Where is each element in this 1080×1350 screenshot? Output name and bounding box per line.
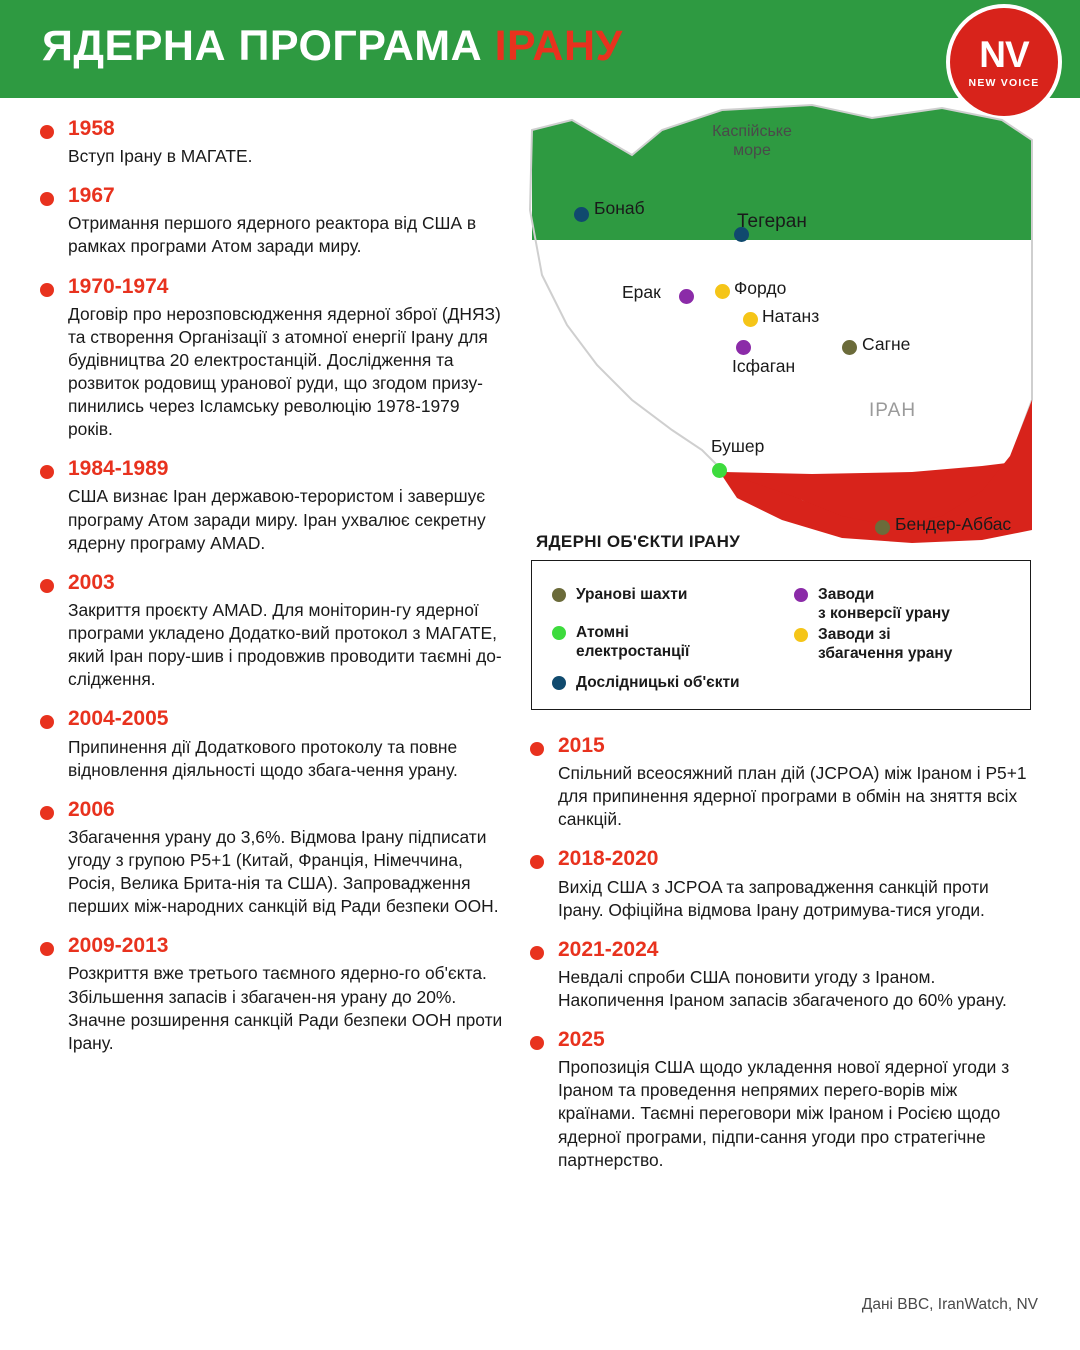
entry-year: 1967 bbox=[68, 184, 115, 208]
entry-text: Збагачення урану до 3,6%. Відмова Ірану підписати угоду з групою Р5+1 (Китай, Франція, Німеччина, Росія, Велика Брита-нія та США). Запровадження перших між-народних санкцій від Ради безпеки ООН. bbox=[68, 826, 499, 917]
legend-label-conversion-plants-line1: Заводи bbox=[818, 586, 875, 603]
timeline-entry bbox=[40, 185, 505, 258]
legend-dot-enrichment-plants bbox=[794, 628, 808, 642]
entry-year: 1958 bbox=[68, 117, 115, 140]
timeline-left-column bbox=[40, 118, 505, 1055]
timeline-entry bbox=[530, 1029, 1038, 1172]
legend-dot-uranium-mines bbox=[552, 588, 566, 602]
logo-text: NV bbox=[979, 33, 1029, 75]
entry-year: 2003 bbox=[68, 570, 115, 594]
timeline-right-column bbox=[530, 735, 1038, 1172]
legend-label-conversion-plants-line2: з конверсії урану bbox=[818, 605, 950, 623]
legend-label-uranium-mines: Уранові шахти bbox=[576, 586, 688, 603]
timeline-entry bbox=[40, 799, 505, 919]
entry-text: Закриття проєкту AMAD. Для моніторин-гу ядерної програми укладено Додатко-вий протокол з МАГАТЕ, який Іран пору-шив і продовжив проводити таємні до-слідження. bbox=[68, 599, 502, 690]
map-label-tehran: Тегеран bbox=[737, 211, 807, 232]
map-dot-fordo bbox=[715, 284, 730, 299]
legend-label-npp-line2: електростанції bbox=[576, 643, 690, 661]
legend-label-npp bbox=[576, 623, 689, 662]
entry-year: 2025 bbox=[558, 1028, 605, 1052]
legend-label-enrichment-plants-line2: збагачення урану bbox=[818, 645, 953, 663]
bullet-icon bbox=[40, 125, 54, 139]
bullet-icon bbox=[530, 946, 544, 960]
map-label-isfahan: Ісфаган bbox=[732, 356, 796, 376]
bullet-icon bbox=[40, 192, 54, 206]
source-credit: Дані BBC, IranWatch, NV bbox=[861, 1296, 1038, 1313]
timeline-entry bbox=[40, 458, 505, 554]
timeline-entry bbox=[530, 735, 1038, 831]
entry-text: Договір про нерозповсюдження ядерної зброї (ДНЯЗ) та створення Організації з атомної енергії Ірану для будівництва 20 електростанцій. Дослідження та розвиток родовищ уранової руди, що згодом призу-пинились через Ісламську революцію 1978-1979 років. bbox=[68, 303, 501, 440]
map-dot-sagne bbox=[842, 340, 857, 355]
entry-year: 2021-2024 bbox=[558, 937, 659, 961]
legend-dot-research-facilities bbox=[552, 676, 566, 690]
timeline-entry bbox=[530, 848, 1038, 921]
legend-dot-conversion-plants bbox=[794, 588, 808, 602]
legend-label-enrichment-plants bbox=[818, 625, 952, 664]
timeline-entry bbox=[40, 118, 505, 168]
bullet-icon bbox=[530, 1036, 544, 1050]
entry-text: США визнає Іран державою-терористом і завершує програму Атом заради миру. Іран ухвалює секретну ядерну програму AMAD. bbox=[68, 486, 486, 553]
entry-text: Припинення дії Додаткового протоколу та повне відновлення діяльності щодо збага-чення урану. bbox=[68, 736, 458, 780]
bullet-icon bbox=[530, 855, 544, 869]
page-title-main: ЯДЕРНА ПРОГРАМА bbox=[42, 22, 495, 70]
bullet-icon bbox=[40, 283, 54, 297]
entry-year: 2018-2020 bbox=[558, 847, 659, 871]
legend-label-research-facilities: Дослідницькі об'єкти bbox=[576, 674, 740, 691]
entry-text: Вступ Ірану в МАГАТЕ. bbox=[68, 146, 253, 167]
page-title bbox=[42, 22, 623, 71]
map-dot-natanz bbox=[743, 312, 758, 327]
legend-item-conversion-plants bbox=[794, 585, 950, 624]
legend-item-uranium-mines bbox=[552, 585, 687, 604]
logo-subtext: NEW VOICE bbox=[968, 76, 1040, 89]
bullet-icon bbox=[40, 465, 54, 479]
entry-year: 2006 bbox=[68, 797, 115, 821]
entry-text: Пропозиція США щодо укладення нової ядерної угоди з Іраном та проведення непрямих перего-ворів між країнами. Таємні переговори між Іраном і Росією щодо ядерної програми, підпи-сання угоди про стратегічне партнерство. bbox=[558, 1057, 1010, 1170]
timeline-entry bbox=[40, 572, 505, 692]
map-label-bandar-abbas: Бендер-Аббас bbox=[895, 514, 1012, 534]
entry-year: 2009-2013 bbox=[68, 934, 169, 958]
map-label-iran: ІРАН bbox=[869, 400, 917, 421]
entry-text: Вихід США з JCPOA та запровадження санкцій проти Ірану. Офіційна відмова Ірану дотримува-тися угоди. bbox=[558, 876, 989, 920]
legend-label-npp-line1: Атомні bbox=[576, 624, 629, 641]
map-dot-isfahan bbox=[736, 340, 751, 355]
entry-text: Розкриття вже третього таємного ядерно-го об'єкта. Збільшення запасів і збагачен-ня урану до 20%. Значне розширення санкцій Ради безпеки ООН проти Ірану. bbox=[68, 963, 503, 1053]
legend-item-npp bbox=[552, 623, 689, 662]
legend-dot-npp bbox=[552, 626, 566, 640]
timeline-entry bbox=[530, 939, 1038, 1012]
map-label-caspian-sea bbox=[692, 122, 812, 160]
entry-text: Спільний всеосяжний план дій (JCPOA) між Іраном і Р5+1 для припинення ядерної програми в обмін на зняття всіх санкцій. bbox=[558, 763, 1027, 830]
map-label-natanz: Натанз bbox=[762, 306, 820, 326]
legend-label-conversion-plants bbox=[818, 585, 950, 624]
caspian-line2: море bbox=[733, 142, 771, 160]
map-dot-erak bbox=[679, 289, 694, 304]
entry-year: 2015 bbox=[558, 734, 605, 757]
entry-year: 2004-2005 bbox=[68, 707, 169, 731]
map-label-sagne: Сагне bbox=[862, 334, 911, 354]
map-dot-bushehr bbox=[712, 463, 727, 478]
header-bar bbox=[0, 0, 1080, 98]
entry-text: Отримання першого ядерного реактора від США в рамках програми Атом заради миру. bbox=[68, 213, 477, 257]
map-dot-bandar-abbas bbox=[875, 520, 890, 535]
legend-item-research-facilities bbox=[552, 673, 740, 692]
bullet-icon bbox=[40, 715, 54, 729]
caspian-line1: Каспійське bbox=[712, 123, 792, 140]
entry-year: 1984-1989 bbox=[68, 457, 169, 481]
bullet-icon bbox=[40, 806, 54, 820]
legend-title: ЯДЕРНІ ОБ'ЄКТИ ІРАНУ bbox=[536, 532, 741, 551]
bullet-icon bbox=[40, 579, 54, 593]
map-label-bushehr: Бушер bbox=[711, 436, 765, 456]
legend-box bbox=[531, 560, 1031, 710]
map-label-bonab: Бонаб bbox=[594, 198, 645, 218]
map-dot-bonab bbox=[574, 207, 589, 222]
timeline-entry bbox=[40, 935, 505, 1055]
bullet-icon bbox=[530, 742, 544, 756]
page-title-accent: ІРАНУ bbox=[494, 22, 623, 70]
entry-text: Невдалі спроби США поновити угоду з Іраном. Накопичення Іраном запасів збагаченого до 60% урану. bbox=[558, 966, 1007, 1010]
entry-year: 1970-1974 bbox=[68, 274, 169, 298]
timeline-entry bbox=[40, 276, 505, 442]
legend-label-enrichment-plants-line1: Заводи зі bbox=[818, 626, 891, 643]
map-label-erak: Ерак bbox=[622, 282, 661, 302]
legend-item-enrichment-plants bbox=[794, 625, 952, 664]
bullet-icon bbox=[40, 942, 54, 956]
map-label-fordo: Фордо bbox=[734, 278, 787, 298]
timeline-entry bbox=[40, 708, 505, 781]
